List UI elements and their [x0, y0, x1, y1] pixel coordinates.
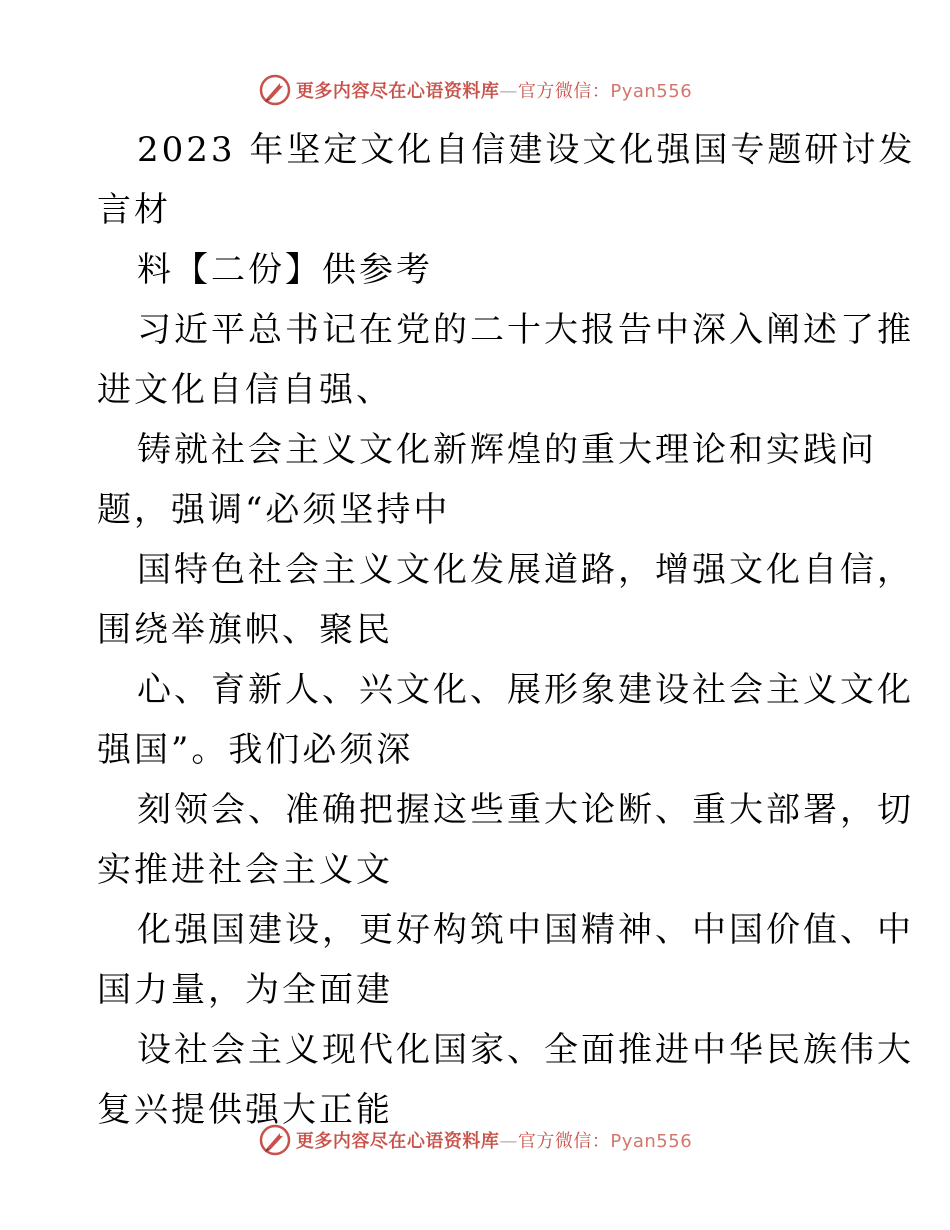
watermark-main: 更多内容尽在心语资料库 — [295, 1131, 500, 1152]
text-line: 化强国建设，更好构筑中国精神、中国价值、中 — [137, 910, 914, 950]
text-line: 实推进社会主义文 — [97, 850, 393, 890]
pen-logo-icon — [258, 1123, 292, 1157]
text-line: 强国”。我们必须深 — [97, 730, 414, 770]
text-line: 围绕举旗帜、聚民 — [97, 610, 393, 650]
text-line: 习近平总书记在党的二十大报告中深入阐述了推 — [137, 310, 914, 350]
text-line: 设社会主义现代化国家、全面推进中华民族伟大 — [137, 1030, 914, 1070]
watermark-suffix: 官方微信： — [517, 1131, 611, 1152]
text-line: 心、育新人、兴文化、展形象建设社会主义文化 — [137, 670, 914, 710]
footer-watermark — [0, 1120, 950, 1160]
text-line: 进文化自信自强、 — [97, 370, 393, 410]
watermark-text — [296, 1127, 692, 1153]
watermark-dash: — — [499, 81, 518, 102]
watermark-suffix: 官方微信： — [517, 81, 611, 102]
text-line: 料【二份】供参考 — [137, 250, 433, 290]
text-line: 国力量，为全面建 — [97, 970, 393, 1010]
watermark-text — [296, 77, 692, 103]
document-body — [97, 120, 916, 1140]
text-line: 铸就社会主义文化新辉煌的重大理论和实践问 — [137, 430, 877, 470]
text-line: 2023 年坚定文化自信建设文化强国专题研讨发 — [137, 130, 916, 170]
watermark-id: Pyan556 — [610, 81, 693, 102]
watermark-main: 更多内容尽在心语资料库 — [295, 81, 500, 102]
text-line: 国特色社会主义文化发展道路，增强文化自信， — [137, 550, 914, 590]
text-line: 言材 — [97, 190, 171, 230]
text-line: 题，强调“必须坚持中 — [97, 490, 451, 530]
header-watermark — [0, 70, 950, 110]
text-line: 复兴提供强大正能 — [97, 1090, 393, 1130]
text-line: 刻领会、准确把握这些重大论断、重大部署，切 — [137, 790, 914, 830]
pen-logo-icon — [258, 73, 292, 107]
watermark-dash: — — [499, 1131, 518, 1152]
watermark-id: Pyan556 — [610, 1131, 693, 1152]
